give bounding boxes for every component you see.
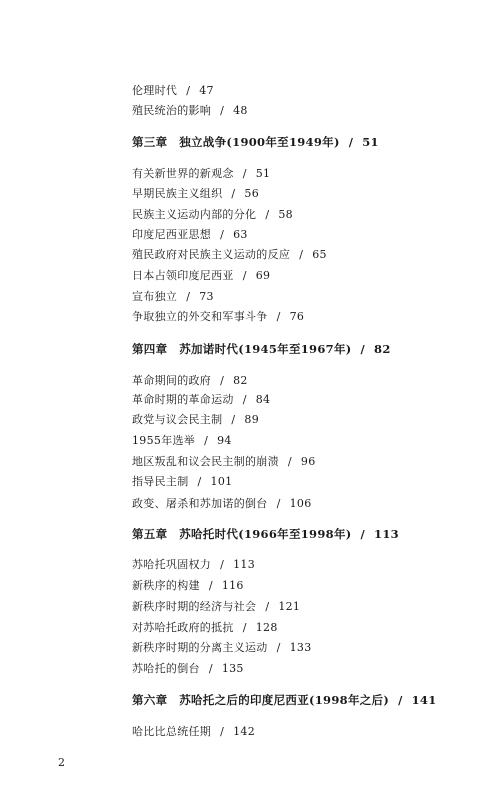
toc-page-number: 113 [233,558,256,571]
toc-entry: 宣布独立 / 73 [132,290,214,303]
toc-separator: / [299,248,304,261]
toc-separator: / [242,269,247,282]
toc-entry: 印度尼西亚思想 / 63 [132,228,248,241]
toc-entry: 新秩序时期的经济与社会 / 121 [132,600,301,613]
toc-entry: 伦理时代 / 47 [132,84,214,97]
toc-separator: / [186,290,191,303]
toc-entry: 对苏哈托政府的抵抗 / 128 [132,621,278,634]
toc-separator: / [220,228,225,241]
toc-separator: / [287,455,292,468]
toc-entry: 早期民族主义组织 / 56 [132,187,260,200]
toc-separator: / [276,497,281,510]
toc-page-number: 82 [233,374,248,387]
toc-page-number: 82 [374,342,391,356]
toc-separator: / [220,374,225,387]
toc-separator: / [220,104,225,117]
toc-page-number: 96 [300,455,316,468]
toc-entry: 指导民主制 / 101 [132,475,233,488]
toc-entry: 政变、屠杀和苏加诺的倒台 / 106 [132,497,312,510]
toc-entry: 殖民政府对民族主义运动的反应 / 65 [132,248,327,261]
toc-page-number: 51 [362,135,379,149]
toc-separator: / [242,393,247,406]
toc-separator: / [220,725,225,738]
toc-page-number: 76 [289,310,305,323]
toc-page-number: 142 [233,725,256,738]
toc-entry: 民族主义运动内部的分化 / 58 [132,208,293,221]
toc-entry: 争取独立的外交和军事斗争 / 76 [132,310,305,323]
toc-separator: / [208,579,213,592]
toc-entry: 新秩序时期的分离主义运动 / 133 [132,641,312,654]
toc-separator: / [242,621,247,634]
toc-page-number: 141 [411,693,437,707]
toc-entry: 苏哈托巩固权力 / 113 [132,558,256,571]
toc-chapter-heading: 第四章 苏加诺时代(1945年至1967年) / 82 [132,342,391,356]
toc-separator: / [186,84,191,97]
toc-separator: / [197,475,202,488]
toc-entry: 苏哈托的倒台 / 135 [132,662,244,675]
toc-page-number: 48 [233,104,248,117]
toc-entry: 日本占领印度尼西亚 / 69 [132,269,271,282]
toc-page-number: 116 [221,579,244,592]
toc-separator: / [204,434,209,447]
toc-separator: / [360,342,366,356]
toc-separator: / [398,693,403,707]
toc-entry: 殖民统治的影响 / 48 [132,104,248,117]
toc-page-number: 47 [199,84,214,97]
toc-page-number: 56 [244,187,260,200]
toc-entry: 哈比比总统任期 / 142 [132,725,256,738]
toc-page-number: 113 [374,527,399,541]
toc-page-number: 84 [255,393,271,406]
toc-page-number: 73 [199,290,214,303]
toc-separator: / [276,641,281,654]
toc-chapter-heading: 第三章 独立战争(1900年至1949年) / 51 [132,135,379,149]
toc-entry: 革命时期的革命运动 / 84 [132,393,271,406]
toc-separator: / [208,662,213,675]
toc-page-number: 58 [278,208,293,221]
toc-chapter-heading: 第六章 苏哈托之后的印度尼西亚(1998年之后) / 141 [132,693,437,707]
toc-entry: 政党与议会民主制 / 89 [132,413,260,426]
toc-separator: / [360,527,366,541]
toc-page-number: 89 [244,413,260,426]
toc-page-number: 133 [289,641,312,654]
toc-page-number: 65 [312,248,327,261]
page-number: 2 [58,756,65,769]
toc-separator: / [220,558,225,571]
toc-separator: / [348,135,354,149]
toc-page-number: 101 [210,475,233,488]
toc-entry: 新秩序的构建 / 116 [132,579,244,592]
toc-page-number: 128 [255,621,278,634]
toc-separator: / [276,310,281,323]
toc-separator: / [265,208,270,221]
toc-separator: / [265,600,270,613]
toc-page-number: 51 [255,167,271,180]
toc-entry: 有关新世界的新观念 / 51 [132,167,271,180]
toc-separator: / [231,187,236,200]
toc-entry: 1955年选举 / 94 [132,434,232,447]
toc-chapter-heading: 第五章 苏哈托时代(1966年至1998年) / 113 [132,527,399,541]
toc-page-number: 106 [289,497,312,510]
toc-page-number: 63 [233,228,248,241]
toc-entry: 地区叛乱和议会民主制的崩溃 / 96 [132,455,316,468]
toc-separator: / [231,413,236,426]
toc-separator: / [242,167,247,180]
toc-page-number: 69 [255,269,271,282]
toc-entry: 革命期间的政府 / 82 [132,374,248,387]
toc-page-number: 94 [217,434,232,447]
toc-page-number: 121 [278,600,301,613]
toc-page-number: 135 [221,662,244,675]
